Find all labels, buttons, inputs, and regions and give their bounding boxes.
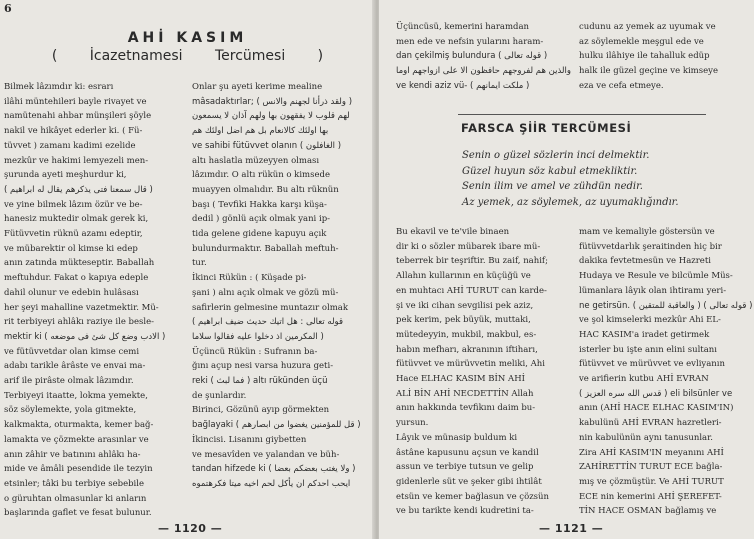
text-line: mâsadaktırlar; ( ولقد ذرأنا لجهنم والانس ) <box>192 96 353 107</box>
text-line: Birinci, Gözünü ayıp görmekten <box>192 405 330 416</box>
poem-line: Güzel huyun söz kabul etmekliktir. <box>462 165 638 177</box>
page-subtitle: ( İcazetnamesi Tercümesi ) <box>51 48 324 64</box>
text-line: cudunu az yemek az uyumak ve <box>579 22 716 32</box>
text-line: şurunda ayeti meşhurdur ki, <box>4 170 127 181</box>
text-line: kabulünü AHİ EVRAN hazretleri- <box>579 418 722 429</box>
text-line: adabı tarikle ârâste ve envai ma- <box>4 361 146 372</box>
text-line: ( قال سمعنا فتى يذكرهم يقال له ابراهيم ) <box>4 184 153 195</box>
text-line: fütüvvetdarlık şeraitinden hiç bir <box>579 241 722 252</box>
text-line: ZAHİRETTİN TURUT ECE bağla- <box>579 462 723 473</box>
text-line: Üçüncüsü, kemerini haramdan <box>396 22 530 32</box>
text-line: pek kerim, pek büyük, muttaki, <box>396 315 531 326</box>
text-line: nin kabulünün aynı tanusunlar. <box>579 432 713 443</box>
text-line: lümanlara lâyık olan ihtiramı yeri- <box>579 285 727 296</box>
text-line: teberrek bir teşriftir. Bu zaif, nahif; <box>396 256 548 267</box>
text-line: bulundurmaktır. Baballah meftuh- <box>192 243 339 254</box>
text-line: anın (AHİ HACE ELHAC KASIM'IN) <box>579 403 734 414</box>
text-line: men ede ve nefsin yularını haram- <box>396 36 544 47</box>
right-column-1-top <box>396 20 571 100</box>
text-line: eza ve cefa etmeye. <box>579 80 664 91</box>
text-line: assun ve terbiye tutsun ve gelip <box>396 462 534 473</box>
text-line: anın zâhir ve batınını ahlâkı ha- <box>4 449 141 460</box>
text-line: ve mesavîden ve yalandan ve büh- <box>192 449 340 460</box>
text-line: her şeyi mahalline vazetmektir. Mü- <box>4 302 159 313</box>
text-line: dedil ) gönlü açık olmak yani ip- <box>192 214 331 225</box>
text-line: de şunlardır. <box>192 390 247 401</box>
text-line: ilâhi müntehileri bayle rivayet ve <box>4 96 147 107</box>
text-line: المكرمين اذ دخلوا عليه فقالوا سلاما ) <box>192 331 324 342</box>
text-line: Fütüvvetin rüknü azamı edeptir, <box>4 229 143 240</box>
left-column-1 <box>4 80 176 520</box>
text-line: hulku ilâhiye ile tahalluk edüp <box>579 51 710 62</box>
text-line: ve fütüvvetdar olan kimse cemi <box>4 346 140 357</box>
text-line: namütenahi ahbar münşileri şöyle <box>4 111 152 122</box>
text-line: Hace ELHAC KASIM BİN AHİ <box>396 374 525 385</box>
text-line: tüvvet ) zamanı kadimi ezelide <box>4 140 136 151</box>
text-line: لهم قلوب لا يفقهون بها ولهم آذان لا يسمعون <box>192 111 350 122</box>
text-line: anın zatında mükteseptir. Baballah <box>4 258 155 269</box>
page-number-right: — 1121 — <box>539 522 604 535</box>
text-line: habın mefharı, akranının iftiharı, <box>396 344 538 355</box>
text-line: az söylemekle meşgul ede ve <box>579 36 704 47</box>
section-divider <box>458 114 706 115</box>
text-line: o güruhtan olmasunlar ki anların <box>4 493 147 504</box>
poem-line: Senin ilim ve amel ve zühdün nedir. <box>462 181 643 192</box>
text-line: âstâne kapusunu açsun ve kandil <box>396 447 539 458</box>
text-line: reki ( فما لبث ) altı rükünden üçü <box>192 376 328 387</box>
text-line: İkinci Rükün : ( Küşade pi- <box>192 273 307 284</box>
poem-line: Senin o güzel sözlerin inci delmektir. <box>462 150 650 161</box>
text-line: ( قوله تعالى : هل اتيك حديث ضيف ابراهيم <box>192 317 344 328</box>
text-line: kalkmakta, oturmakta, kemer bağ- <box>4 420 154 431</box>
text-line: en muhtacı AHİ TURUT can karde- <box>396 285 547 296</box>
text-line: dan çekilmiş bulundura ( قوله تعالى ) <box>396 51 548 62</box>
text-line: ECE nin kemerini AHİ ŞEREFET- <box>579 491 722 502</box>
text-line: mezkûr ve hakimi lemyezeli men- <box>4 155 149 166</box>
text-line: ve arifierin kutbu AHİ EVRAN <box>579 374 709 385</box>
right-column-2-bottom <box>579 225 753 520</box>
text-line: ne getirsün. ( والعاقبة للمتقين ) ( قوله تعالى ) <box>579 300 753 311</box>
text-line: ve sahibi fütüvvet olanın ( الغافلون ) <box>192 140 342 151</box>
text-line: başlarında gaflet ve fesat bulunur. <box>4 508 152 519</box>
text-line: Lâyık ve münasip buldum ki <box>396 432 518 443</box>
text-line: ve yine bilmek lâzım özür ve be- <box>4 199 143 210</box>
text-line: İkincisi. Lisanını giybetten <box>192 434 307 445</box>
text-line: etsün ve kemer bağlasun ve çözsün <box>396 491 549 502</box>
text-line: halk ile güzel geçine ve kimseye <box>579 66 718 77</box>
text-line: dakika fevtetmesün ve Hazreti <box>579 256 711 267</box>
text-line: mütedeyyin, mukbil, makbul, es- <box>396 329 537 340</box>
text-line: başı ( Tevfiki Hakka karşı küşa- <box>192 199 327 210</box>
text-line: mış ve çözmüştür. Ve AHİ TURUT <box>579 476 724 487</box>
right-page <box>379 0 754 539</box>
text-line: dir ki o sözler mübarek ibare mü- <box>396 241 541 252</box>
text-line: lamakta ve çözmekte arasınlar ve <box>4 434 149 445</box>
text-line: yursun. <box>396 418 429 429</box>
text-line: safirlerin gelmesine muntazır olmak <box>192 302 349 313</box>
right-column-1-bottom <box>396 225 568 520</box>
text-line: anın hakkında tevfikını daim bu- <box>396 403 536 414</box>
right-column-2-top <box>579 20 744 100</box>
text-line: Bu ekavil ve te'vile binaen <box>396 227 510 237</box>
text-line: ve kendi aziz vü- ( ملكت ايمانهم ) <box>396 80 530 91</box>
poem-line: Az yemek, az söylemek, az uyumaklığındır. <box>462 196 679 208</box>
text-line: söz söylemekte, yola gitmekte, <box>4 405 137 416</box>
text-line: Terbiyeyi itaatte, lokma yemekte, <box>4 390 148 401</box>
text-line: Allahın kullarının en küçüğü ve <box>396 271 531 282</box>
text-line: TİN HACE OSMAN bağlamış ve <box>579 506 717 517</box>
text-line: etsinler; tâki bu terbiye sebebile <box>4 478 145 489</box>
text-line: hanesiz muktedir olmak gerek ki, <box>4 214 149 225</box>
text-line: بها اولئك كالانعام بل هم اضل اولئك هم <box>192 126 329 137</box>
left-column-2 <box>192 80 366 520</box>
text-line: Üçüncü Rükün : Sufranın ba- <box>192 346 318 357</box>
text-line: ve bu tarikte kendi kudretini ta- <box>396 506 534 517</box>
text-line: gidenlerle süt ve şeker gibi ihtilât <box>396 476 542 487</box>
text-line: meftuhdur. Fakat o kapıya edeple <box>4 273 149 284</box>
text-line: Bilmek lâzımdır ki: esrarı <box>4 82 114 92</box>
section-title: FARSCA ŞİİR TERCÜMESİ <box>461 121 632 135</box>
page-title: AHİ KASIM <box>127 30 248 46</box>
text-line: lâzımdır. O altı rükün o kimsede <box>192 170 330 181</box>
text-line: HAC KASIM'a iradet getirmek <box>579 329 710 340</box>
corner-number: 6 <box>4 2 12 15</box>
text-line: dahil olunur ve edebin hulâsası <box>4 287 139 298</box>
text-line: ايحب احدكم ان يأكل لحم اخيه ميتا فكرهتموه <box>192 478 351 489</box>
text-line: ğını açup nesi varsa huzura geti- <box>192 361 334 372</box>
text-line: والذين هم لفروجهم حافظون الا على ازواجهم اوما <box>396 66 571 77</box>
text-line: altı haslatla müzeyyen olması <box>192 155 320 166</box>
text-line: Zira AHİ KASIM'IN meyanını AHİ <box>579 447 724 458</box>
text-line: arif ile pirâste olmak lâzımdır. <box>4 376 134 387</box>
left-page <box>0 0 375 539</box>
text-line: fütüvvet ve mürüvvet ve evliyanın <box>579 359 725 370</box>
text-line: nakil ve hikâyet ederler ki. ( Fü- <box>4 126 143 137</box>
text-line: mektir ki ( الادب وضع كل شئ فى موضعه ) <box>4 331 166 342</box>
text-line: mide ve âmâli pesendide ile tezyin <box>4 464 153 475</box>
text-line: fütüvvet ve mürüvvetin meliki, Ahi <box>396 359 545 370</box>
text-line: Hudaya ve Resule ve bilcümle Müs- <box>579 271 733 282</box>
text-line: ALİ BİN AHİ NECDETTİN Allah <box>396 388 534 399</box>
text-line: mam ve kemaliyle göstersün ve <box>579 227 715 237</box>
text-line: muayyen olmalıdır. Bu altı rüknün <box>192 184 339 195</box>
text-line: tandan hifzede ki ( ولا يغتب بعضكم بعضا ) <box>192 464 356 475</box>
text-line: tur. <box>192 258 207 269</box>
page-number: — 1120 — <box>158 522 223 535</box>
text-line: şani ) alnı açık olmak ve gözü mü- <box>192 287 339 298</box>
text-line: tida gelene gidene kapuyu açık <box>192 229 327 240</box>
text-line: ve şol kimselerki mezkûr Ahi EL- <box>579 315 721 326</box>
text-line: rit terbiyeyi ahlâkı raziye ile besle- <box>4 317 155 328</box>
text-line: ( قدس الله سره العزيز ) eli bilsünler ve <box>579 388 733 399</box>
text-line: isterler bu işte anın elini sultanı <box>579 344 717 355</box>
text-line: ve mübarektir ol kimse ki edep <box>4 243 138 254</box>
text-line: Onlar şu ayeti kerime mealine <box>192 82 323 92</box>
text-line: şi ve iki cihan sevgilisi pek aziz, <box>396 300 534 311</box>
text-line: bağlayaki ( قل للمؤمنين يغضوا من ابصارهم ) <box>192 420 361 431</box>
poem <box>462 148 722 210</box>
